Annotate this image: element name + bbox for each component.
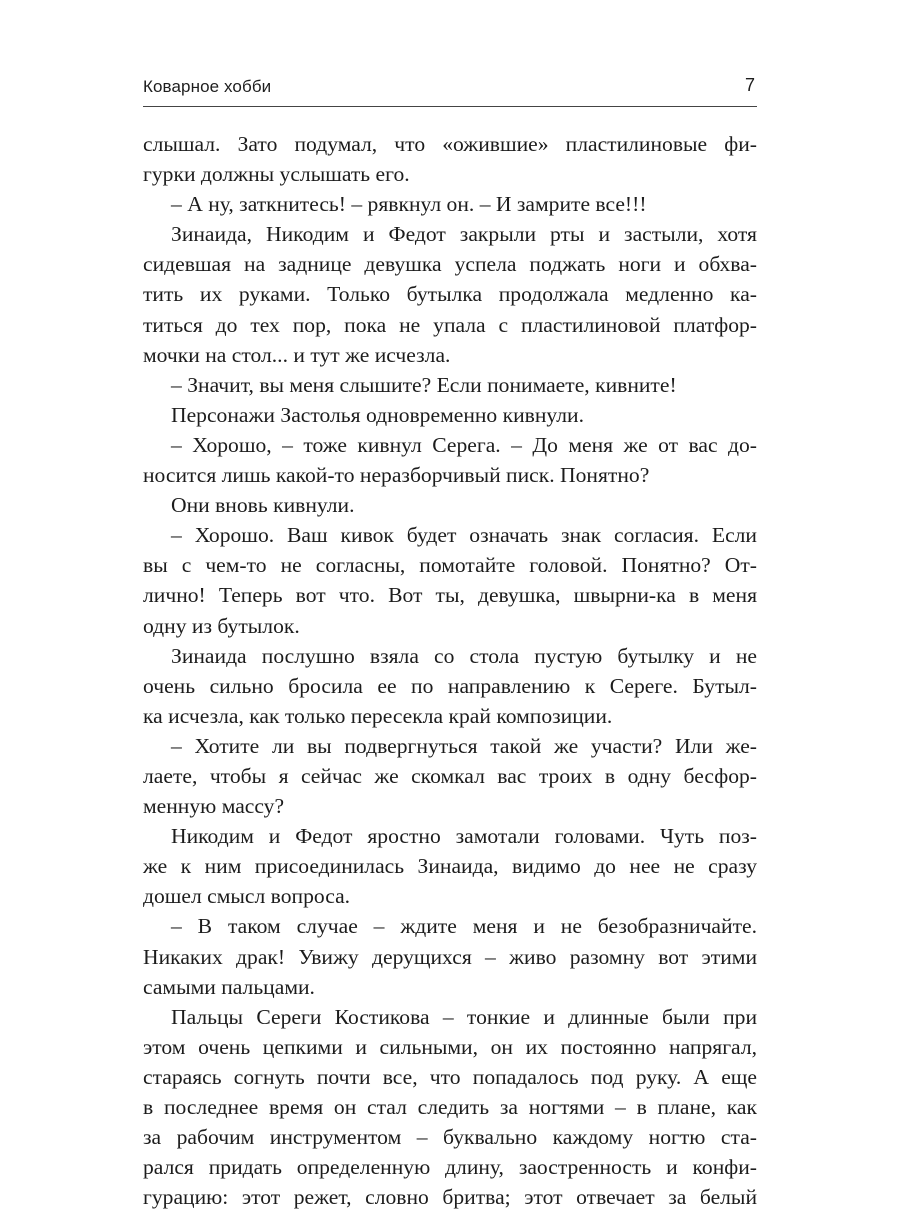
text-line: за рабочим инструментом – буквально каждому ногтю ста- xyxy=(143,1125,757,1150)
text-line: сидевшая на заднице девушка успела поджать ноги и обхва- xyxy=(143,252,757,277)
text-line: слышал. Зато подумал, что «ожившие» пластилиновые фи- xyxy=(143,132,757,156)
text-line: гурацию: этот режет, словно бритва; этот отвечает за белый xyxy=(143,1185,757,1210)
text-line: очень сильно бросила ее по направлению к Сереге. Бутыл- xyxy=(143,673,757,698)
running-title: Коварное хобби xyxy=(143,77,272,96)
text-line: вы с чем-то не согласны, помотайте головой. Понятно? От- xyxy=(143,553,757,578)
text-line: самыми пальцами. xyxy=(143,974,315,999)
text-line: – Хорошо, – тоже кивнул Серега. – До меня же от вас до- xyxy=(171,432,757,457)
text-line: – Хорошо. Ваш кивок будет означать знак согласия. Если xyxy=(171,523,757,548)
text-line: – Хотите ли вы подвергнуться такой же участи? Или же- xyxy=(171,733,757,758)
text-line: Никодим и Федот яростно замотали головами. Чуть поз- xyxy=(171,824,757,849)
text-line: Они вновь кивнули. xyxy=(171,493,355,518)
text-line: Персонажи Застолья одновременно кивнули. xyxy=(171,402,585,427)
text-line: – А ну, заткнитесь! – рявкнул он. – И замрите все!!! xyxy=(171,192,647,217)
body-text xyxy=(143,129,757,1212)
text-line: одну из бутылок. xyxy=(143,613,300,638)
text-line: стараясь согнуть почти все, что попадалось под руку. А еще xyxy=(143,1064,757,1089)
text-line: же к ним присоединилась Зинаида, видимо до нее не сразу xyxy=(143,854,757,879)
text-line: Никаких драк! Увижу дерущихся – живо разомну вот этими xyxy=(143,944,757,969)
book-page xyxy=(143,0,757,1210)
text-line: Зинаида послушно взяла со стола пустую бутылку и не xyxy=(171,643,757,668)
text-line: Пальцы Сереги Костикова – тонкие и длинные были при xyxy=(171,1004,757,1029)
text-line: ка исчезла, как только пересекла край композиции. xyxy=(143,703,613,728)
text-line: менную массу? xyxy=(143,794,285,819)
text-line: – Значит, вы меня слышите? Если понимаете, кивните! xyxy=(171,372,677,397)
page-number: 7 xyxy=(744,75,755,95)
text-line: лично! Теперь вот что. Вот ты, девушка, швырни-ка в меня xyxy=(143,583,757,608)
running-header xyxy=(143,76,757,107)
text-line: мочки на стол... и тут же исчезла. xyxy=(143,342,451,367)
text-line: тить их руками. Только бутылка продолжала медленно ка- xyxy=(143,282,757,307)
text-line: Зинаида, Никодим и Федот закрыли рты и застыли, хотя xyxy=(171,222,757,247)
text-line: – В таком случае – ждите меня и не безобразничайте. xyxy=(171,914,757,939)
text-line: титься до тех пор, пока не упала с пластилиновой платфор- xyxy=(143,312,757,337)
text-line: дошел смысл вопроса. xyxy=(143,884,351,909)
text-line: лаете, чтобы я сейчас же скомкал вас троих в одну бесфор- xyxy=(143,763,757,788)
text-line: гурки должны услышать его. xyxy=(143,162,410,187)
text-line: в последнее время он стал следить за ногтями – в плане, как xyxy=(143,1095,757,1119)
text-line: рался придать определенную длину, заостренность и конфи- xyxy=(143,1155,757,1180)
text-line: носится лишь какой-то неразборчивый писк. Понятно? xyxy=(143,463,650,488)
text-line: этом очень цепкими и сильными, он их постоянно напрягал, xyxy=(143,1034,757,1059)
